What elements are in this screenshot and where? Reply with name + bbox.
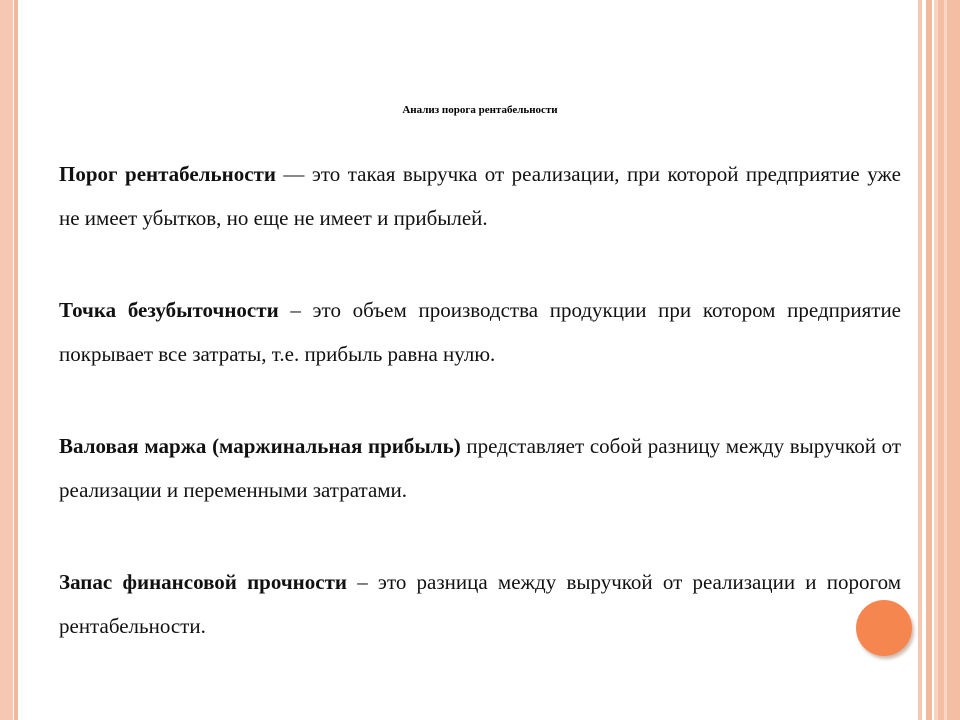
definition: – это разница между выручкой от реализации и порогом рентабельности. — [59, 570, 901, 638]
paragraph-safety-margin — [59, 560, 901, 648]
paragraph-break-even-point — [59, 288, 901, 376]
definition: — это такая выручка от реализации, при которой предприятие уже не имеет убытков, но еще не имеет и прибылей. — [59, 162, 901, 230]
term: Валовая маржа (маржинальная прибыль) — [59, 434, 461, 458]
definition: – это объем производства продукции при котором предприятие покрывает все затраты, т.е. прибыль равна нулю. — [59, 298, 901, 366]
term: Точка безубыточности — [59, 298, 279, 322]
paragraph-gross-margin — [59, 424, 901, 512]
decorative-circle — [856, 600, 912, 656]
definition: представляет собой разницу между выручкой от реализации и переменными затратами. — [59, 434, 901, 502]
slide-title: Анализ порога рентабельности — [402, 104, 558, 116]
slide-content — [59, 152, 901, 696]
paragraph-break-even-threshold — [59, 152, 901, 240]
term: Запас финансовой прочности — [59, 570, 347, 594]
term: Порог рентабельности — [59, 162, 276, 186]
